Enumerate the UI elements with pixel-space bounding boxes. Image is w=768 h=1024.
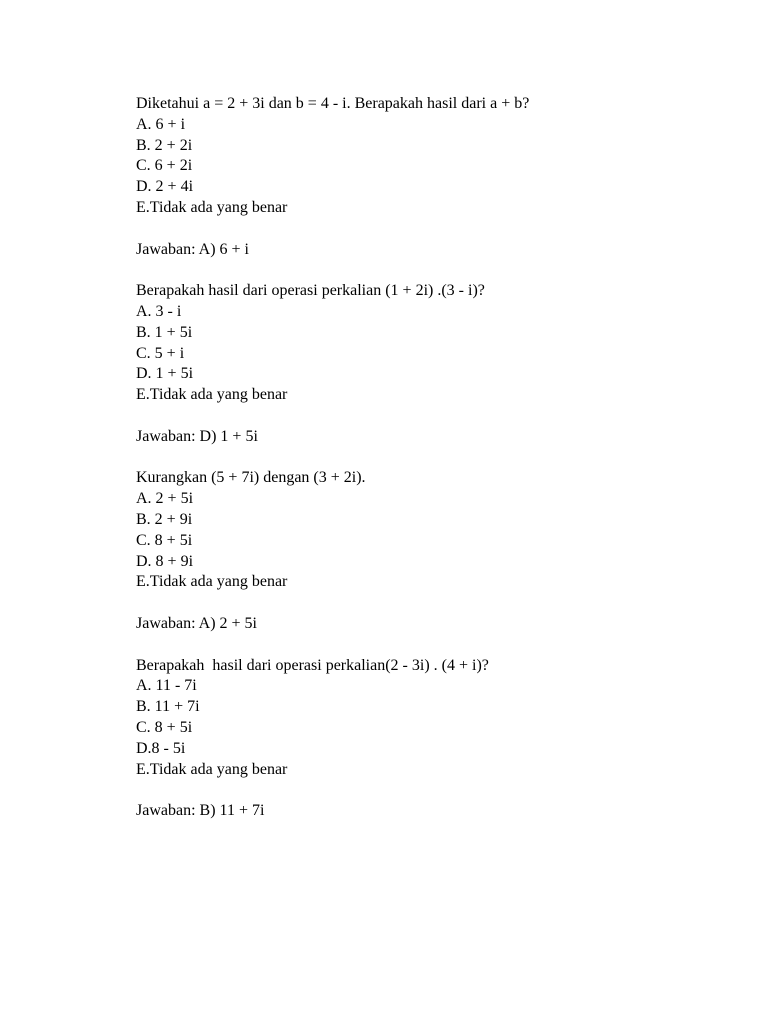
option-a: A. 6 + i	[136, 115, 186, 133]
option-b: B. 1 + 5i	[136, 323, 193, 341]
option-a: A. 2 + 5i	[136, 490, 194, 508]
option-e: E.Tidak ada yang benar	[136, 198, 288, 216]
answer-1	[136, 240, 736, 261]
option-d: D. 8 + 9i	[136, 552, 194, 570]
question-2	[136, 281, 736, 406]
question-prompt: Berapakah hasil dari operasi perkalian (1 + 2i) .(3 - i)?	[136, 282, 485, 300]
option-c: C. 6 + 2i	[136, 157, 193, 175]
option-d: D.8 - 5i	[136, 739, 186, 757]
answer-2	[136, 427, 736, 448]
option-c: C. 8 + 5i	[136, 531, 193, 549]
question-block-4	[136, 656, 736, 822]
answer-text: Jawaban: B) 11 + 7i	[136, 802, 265, 820]
question-block-2	[136, 281, 736, 447]
question-prompt: Diketahui a = 2 + 3i dan b = 4 - i. Berapakah hasil dari a + b?	[136, 95, 530, 112]
question-block-1	[136, 94, 736, 260]
option-a: A. 11 - 7i	[136, 677, 197, 695]
answer-text: Jawaban: A) 2 + 5i	[136, 614, 257, 632]
option-e: E.Tidak ada yang benar	[136, 573, 288, 591]
option-d: D. 2 + 4i	[136, 178, 194, 196]
answer-3	[136, 614, 736, 635]
option-b: B. 2 + 2i	[136, 136, 193, 154]
answer-text: Jawaban: A) 6 + i	[136, 240, 249, 258]
option-d: D. 1 + 5i	[136, 365, 194, 383]
answer-4	[136, 801, 736, 822]
option-c: C. 5 + i	[136, 344, 185, 362]
option-e: E.Tidak ada yang benar	[136, 760, 288, 778]
option-a: A. 3 - i	[136, 302, 182, 320]
option-b: B. 11 + 7i	[136, 698, 200, 716]
question-prompt: Kurangkan (5 + 7i) dengan (3 + 2i).	[136, 469, 366, 487]
option-c: C. 8 + 5i	[136, 718, 193, 736]
option-b: B. 2 + 9i	[136, 510, 193, 528]
question-prompt: Berapakah hasil dari operasi perkalian(2 - 3i) . (4 + i)?	[136, 656, 489, 674]
answer-text: Jawaban: D) 1 + 5i	[136, 427, 258, 445]
document-page	[136, 94, 736, 843]
question-block-3	[136, 468, 736, 634]
question-1	[136, 94, 736, 219]
option-e: E.Tidak ada yang benar	[136, 386, 288, 404]
question-4	[136, 656, 736, 781]
question-3	[136, 468, 736, 593]
